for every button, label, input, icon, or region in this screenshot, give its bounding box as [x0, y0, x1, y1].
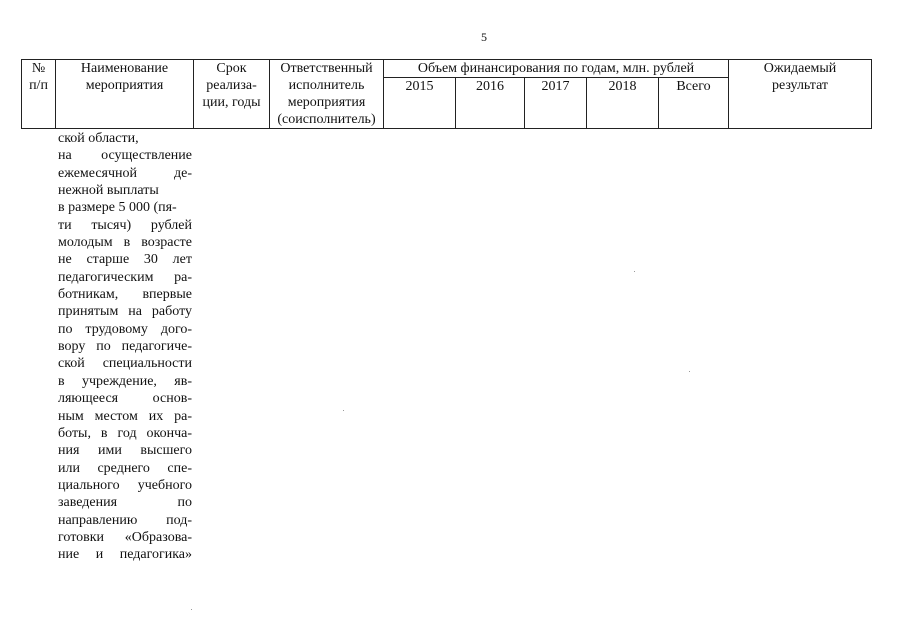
header-term: Срок реализа- ции, годы [194, 60, 270, 129]
text-line: молодым в возрасте [58, 235, 192, 251]
event-description [58, 130, 192, 564]
text-line: ние и педагогика» [58, 547, 192, 563]
header-total: Всего [659, 78, 729, 129]
text-line: ти тысяч) рублей [58, 217, 192, 233]
text-line: или среднего спе- [58, 460, 192, 476]
text-line: ния ими высшего [58, 443, 192, 459]
text-line: ботникам, впервые [58, 287, 192, 303]
header-funding: Объем финансирования по годам, млн. рублей [384, 60, 729, 78]
header-year-2015: 2015 [384, 78, 456, 129]
text-line: в размере 5 000 (пя- [58, 200, 177, 216]
text-line: ской специальности [58, 356, 192, 372]
text-line: ным местом их ра- [58, 408, 192, 424]
text-line: не старше 30 лет [58, 252, 192, 268]
text-line: нежной выплаты [58, 183, 159, 199]
scan-speck [191, 609, 192, 610]
header-number: № п/п [22, 60, 56, 129]
text-line: готовки «Образова- [58, 529, 192, 545]
header-year-2017: 2017 [525, 78, 587, 129]
text-line: ляющееся основ- [58, 391, 192, 407]
header-year-2018: 2018 [587, 78, 659, 129]
header-event-name: Наименование мероприятия [56, 60, 194, 129]
text-line: педагогическим ра- [58, 269, 192, 285]
text-line: боты, в год оконча- [58, 425, 192, 441]
scan-speck [689, 371, 690, 372]
header-responsible: Ответственный исполнитель мероприятия (соисполнитель) [270, 60, 384, 129]
page-number: 5 [481, 30, 487, 44]
text-line: заведения по [58, 495, 192, 511]
text-line: на осуществление [58, 148, 192, 164]
text-line: вору по педагогиче- [58, 339, 192, 355]
text-line: ежемесячной де- [58, 165, 192, 181]
funding-table [21, 59, 872, 129]
header-expected-result: Ожидаемый результат [729, 60, 872, 129]
text-line: по трудовому дого- [58, 321, 192, 337]
text-line: направлению под- [58, 512, 192, 528]
text-line: циального учебного [58, 477, 192, 493]
header-year-2016: 2016 [456, 78, 525, 129]
scan-speck [634, 271, 635, 272]
text-line: ской области, [58, 131, 139, 146]
text-line: в учреждение, яв- [58, 373, 192, 389]
text-line: принятым на работу [58, 304, 192, 320]
scan-speck [343, 410, 344, 411]
